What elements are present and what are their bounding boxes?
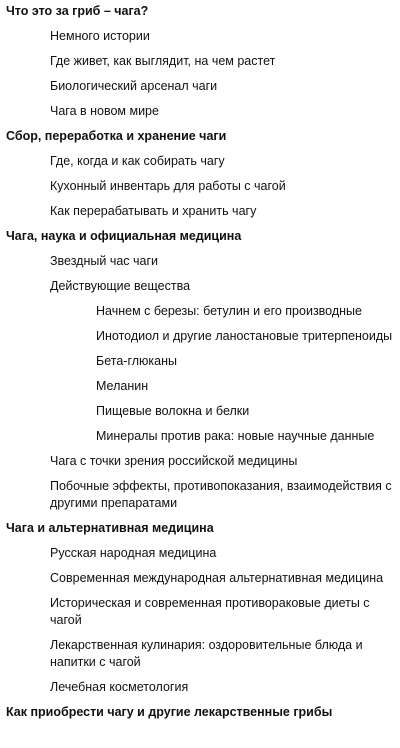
toc-section-link[interactable]: Где живет, как выглядит, на чем растет — [50, 54, 276, 68]
toc-section-link[interactable]: Современная международная альтернативная медицина — [50, 571, 384, 585]
toc-chapter-heading[interactable]: Как приобрести чагу и другие лекарственные грибы — [6, 705, 333, 719]
toc-section-link[interactable]: Чага в новом мире — [50, 104, 159, 118]
toc-chapter-heading[interactable]: Чага и альтернативная медицина — [6, 521, 214, 535]
toc-section-link[interactable]: Лекарственная кулинария: оздоровительные блюда и напитки с чагой — [50, 638, 363, 669]
toc-chapter-heading[interactable]: Что это за гриб – чага? — [6, 4, 149, 18]
toc-section-link[interactable]: Немного истории — [50, 29, 150, 43]
toc-subsection-link[interactable]: Инотодиол и другие ланостановые тритерпеноиды — [96, 329, 393, 343]
toc-section-link[interactable]: Кухонный инвентарь для работы с чагой — [50, 179, 286, 193]
toc-section-link[interactable]: Действующие вещества — [50, 279, 191, 293]
toc-subsection-link[interactable]: Пищевые волокна и белки — [96, 404, 250, 418]
toc-section-link[interactable]: Побочные эффекты, противопоказания, взаимодействия с другими препаратами — [50, 479, 392, 510]
toc-section-link[interactable]: Русская народная медицина — [50, 546, 217, 560]
toc-subsection-link[interactable]: Начнем с березы: бетулин и его производные — [96, 304, 362, 318]
toc-section-link[interactable]: Где, когда и как собирать чагу — [50, 154, 225, 168]
toc-subsection-link[interactable]: Бета-глюканы — [96, 354, 177, 368]
toc-chapter-heading[interactable]: Сбор, переработка и хранение чаги — [6, 129, 227, 143]
toc-subsection-link[interactable]: Минералы против рака: новые научные данные — [96, 429, 375, 443]
toc-section-link[interactable]: Звездный час чаги — [50, 254, 159, 268]
toc-chapter-heading[interactable]: Чага, наука и официальная медицина — [6, 229, 242, 243]
toc-section-link[interactable]: Историческая и современная противораковые диеты с чагой — [50, 596, 370, 627]
toc-section-link[interactable]: Как перерабатывать и хранить чагу — [50, 204, 257, 218]
toc-section-link[interactable]: Лечебная косметология — [50, 680, 189, 694]
toc-subsection-link[interactable]: Меланин — [96, 379, 149, 393]
toc-section-link[interactable]: Чага с точки зрения российской медицины — [50, 454, 298, 468]
toc-section-link[interactable]: Биологический арсенал чаги — [50, 79, 218, 93]
